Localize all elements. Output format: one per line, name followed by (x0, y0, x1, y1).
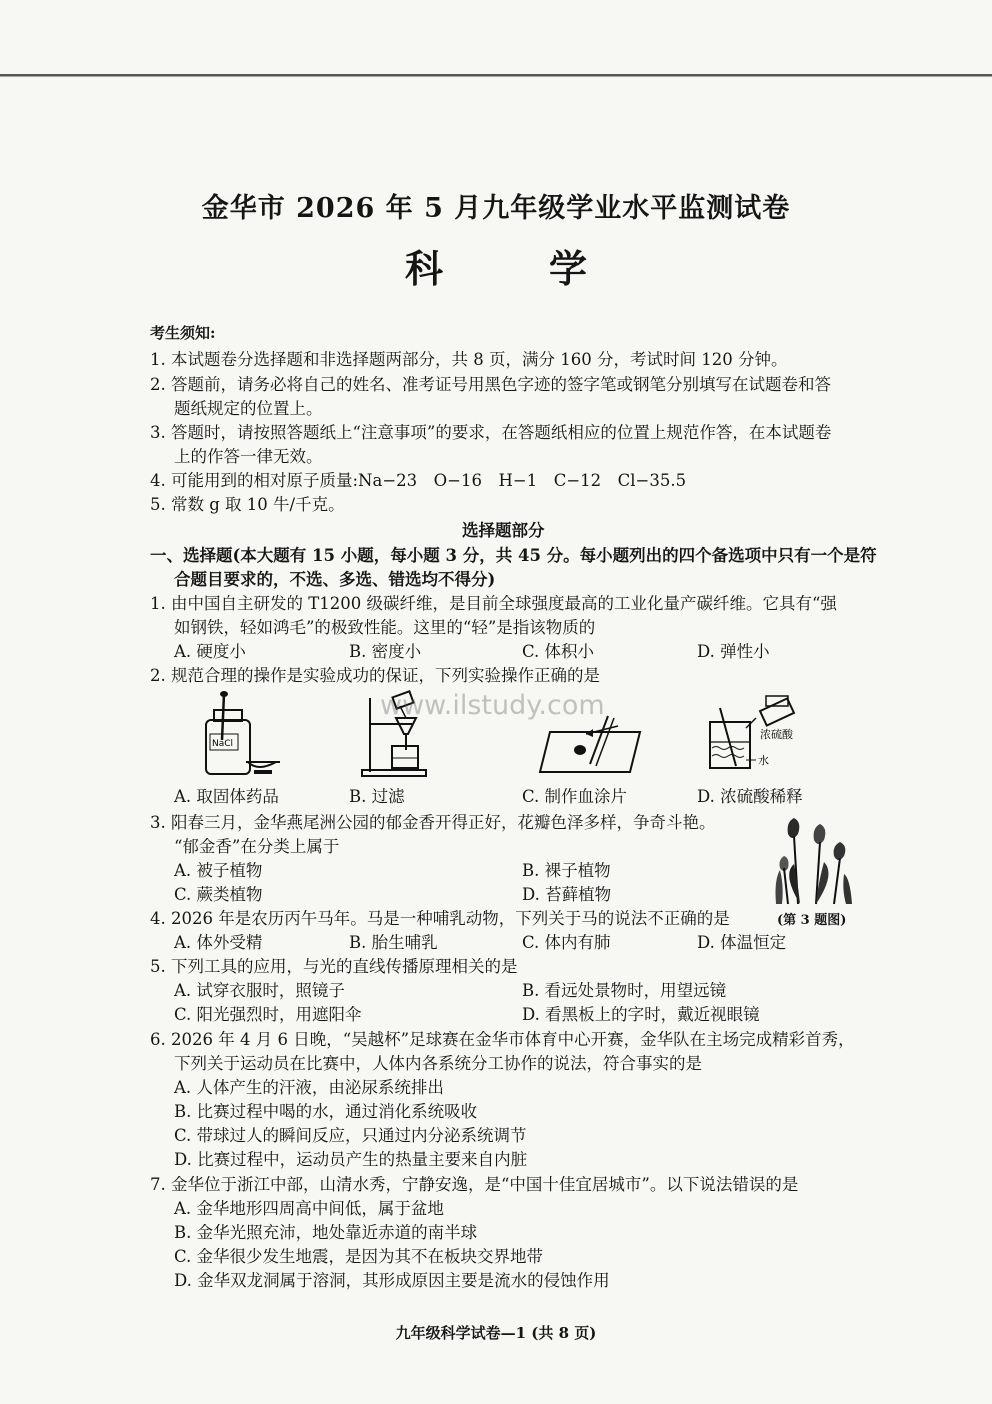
fig-reagent-bottle (186, 690, 286, 776)
q6-option-a: A. 人体产生的汗液，由泌尿系统排出 (174, 1078, 444, 1097)
notice-heading: 考生须知: (150, 324, 216, 342)
q6-stem: 6. 2026 年 4 月 6 日晚，“吴越杯”足球赛在金华市体育中心开赛，金华队在主场完成精彩首秀， (150, 1030, 855, 1049)
q1-stem: 1. 由中国自主研发的 T1200 级碳纤维，是目前全球强度最高的工业化量产碳纤维。它具有“强 (150, 594, 837, 613)
q1-option-a: A. 硬度小 (174, 642, 246, 661)
q7-option-c: C. 金华很少发生地震，是因为其不在板块交界地带 (174, 1247, 544, 1266)
q2-option-a: A. 取固体药品 (174, 787, 279, 806)
q7-stem: 7. 金华位于浙江中部，山清水秀，宁静安逸，是“中国十佳宜居城市”。以下说法错误的是 (150, 1175, 799, 1194)
notice-item: 2. 答题前，请务必将自己的姓名、准考证号用黑色字迹的签字笔或钢笔分别填写在试题卷和答 (150, 375, 831, 394)
q7-option-b: B. 金华光照充沛，地处靠近赤道的南半球 (174, 1223, 478, 1242)
q6-option-d: D. 比赛过程中，运动员产生的热量主要来自内脏 (174, 1150, 528, 1169)
q5-option-b: B. 看远处景物时，用望远镜 (522, 981, 727, 1000)
section-intro: 合题目要求的，不选、多选、错选均不得分) (174, 570, 496, 589)
q7-option-d: D. 金华双龙洞属于溶洞，其形成原因主要是流水的侵蚀作用 (174, 1271, 610, 1290)
notice-item: 题纸规定的位置上。 (174, 399, 323, 418)
q3-option-a: A. 被子植物 (174, 861, 263, 880)
q4-stem: 4. 2026 年是农历丙午马年。马是一种哺乳动物，下列关于马的说法不正确的是 (150, 909, 730, 928)
exam-title: 金华市 2026 年 5 月九年级学业水平监测试卷 (201, 193, 791, 224)
fig-blood-smear (530, 712, 650, 776)
notice-item: 1. 本试题卷分选择题和非选择题两部分，共 8 页，满分 160 分，考试时间 120 分钟。 (150, 350, 788, 369)
fig-acid-dilution (706, 692, 836, 784)
q3-stem: “郁金香”在分类上属于 (174, 837, 340, 856)
q5-option-c: C. 阳光强烈时，用遮阳伞 (174, 1005, 362, 1024)
q4-option-a: A. 体外受精 (174, 933, 263, 952)
q5-stem: 5. 下列工具的应用，与光的直线传播原理相关的是 (150, 957, 518, 976)
q7-option-a: A. 金华地形四周高中间低，属于盆地 (174, 1199, 444, 1218)
notice-item: 上的作答一律无效。 (174, 447, 323, 466)
notice-item: 5. 常数 g 取 10 牛/千克。 (150, 495, 345, 514)
q1-option-c: C. 体积小 (522, 642, 595, 661)
q4-option-c: C. 体内有肺 (522, 933, 611, 952)
exam-subject: 科 学 (404, 246, 621, 291)
q6-option-c: C. 带球过人的瞬间反应，只通过内分泌系统调节 (174, 1126, 527, 1145)
q2-option-d: D. 浓硫酸稀释 (697, 787, 803, 806)
q2-option-b: B. 过滤 (349, 787, 405, 806)
water-label: 水 (758, 754, 769, 767)
nacl-label: NaCl (212, 739, 234, 749)
q5-option-a: A. 试穿衣服时，照镜子 (174, 981, 345, 1000)
q3-figure-caption: (第 3 题图) (777, 913, 847, 928)
watermark: www.ilstudy.com (380, 690, 605, 721)
q1-option-b: B. 密度小 (349, 642, 422, 661)
notice-item: 3. 答题时，请按照答题纸上“注意事项”的要求，在答题纸相应的位置上规范作答，在本试题卷 (150, 423, 832, 442)
q2-option-c: C. 制作血涂片 (522, 787, 628, 806)
q6-option-b: B. 比赛过程中喝的水，通过消化系统吸收 (174, 1102, 478, 1121)
q4-option-d: D. 体温恒定 (697, 933, 787, 952)
scan-top-edge (0, 74, 992, 82)
q5-option-d: D. 看黑板上的字时，戴近视眼镜 (522, 1005, 760, 1024)
q6-stem: 下列关于运动员在比赛中，人体内各系统分工协作的说法，符合事实的是 (174, 1054, 702, 1073)
section-intro: 一、选择题(本大题有 15 小题，每小题 3 分，共 45 分。每小题列出的四个备选项中只有一个是符 (150, 546, 877, 565)
q2-stem: 2. 规范合理的操作是实验成功的保证，下列实验操作正确的是 (150, 666, 600, 685)
notice-item: 4. 可能用到的相对原子质量:Na−23 O−16 H−1 C−12 Cl−35.5 (150, 471, 687, 490)
fig-tulips (770, 812, 860, 906)
acid-label: 浓硫酸 (760, 728, 793, 741)
q3-stem: 3. 阳春三月，金华燕尾洲公园的郁金香开得正好，花瓣色泽多样，争奇斗艳。 (150, 813, 716, 832)
q3-option-c: C. 蕨类植物 (174, 885, 263, 904)
section-title: 选择题部分 (462, 521, 545, 540)
q3-option-d: D. 苔藓植物 (522, 885, 612, 904)
q1-option-d: D. 弹性小 (697, 642, 770, 661)
q4-option-b: B. 胎生哺乳 (349, 933, 438, 952)
page-footer: 九年级科学试卷—1 (共 8 页) (395, 1324, 597, 1342)
q1-stem: 如钢铁，轻如鸿毛”的极致性能。这里的“轻”是指该物质的 (174, 618, 596, 637)
q3-option-b: B. 裸子植物 (522, 861, 611, 880)
